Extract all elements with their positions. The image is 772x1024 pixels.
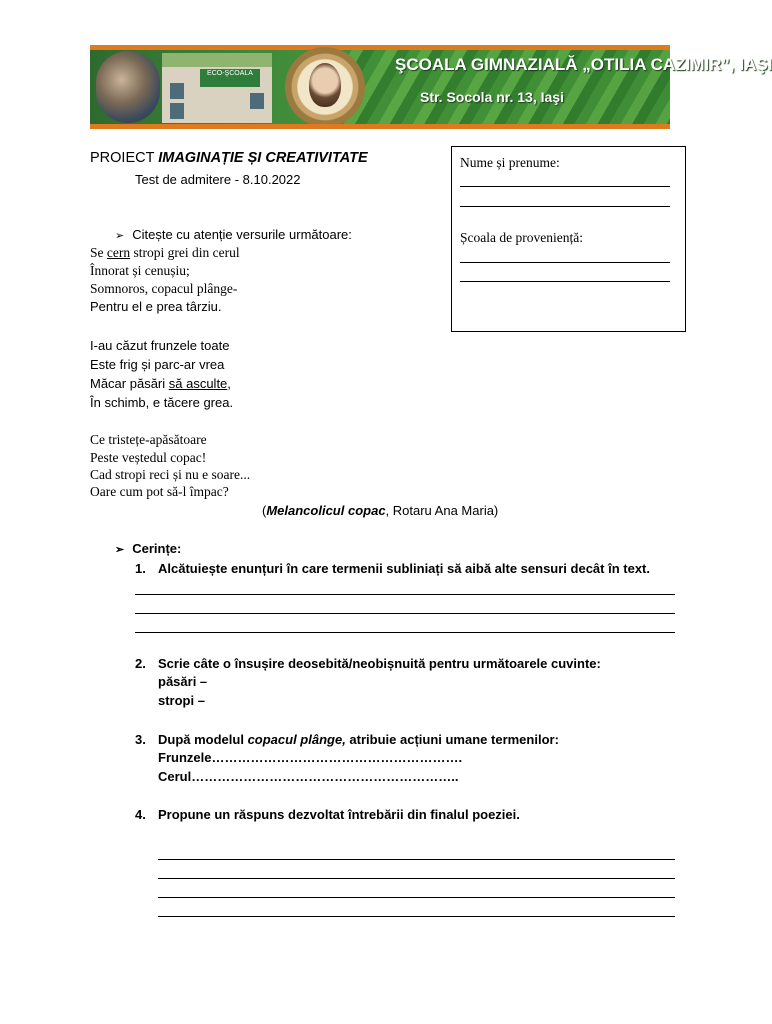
test-date: Test de admitere - 8.10.2022 bbox=[135, 172, 301, 187]
question-3-number: 3. bbox=[135, 732, 146, 747]
intro-text: Citește cu atenție versurile următoare: bbox=[132, 227, 352, 242]
eco-school-sign: ECO-ŞCOALA bbox=[200, 69, 260, 87]
question-3-item-cerul: Cerul…………………………………………………….. bbox=[158, 769, 459, 784]
school-line-2[interactable] bbox=[460, 281, 670, 282]
answer-line-q1-2[interactable] bbox=[135, 613, 675, 614]
school-banner bbox=[90, 45, 772, 129]
name-line-2[interactable] bbox=[460, 206, 670, 207]
poem-line: Pentru el e prea târziu. bbox=[90, 299, 222, 314]
poem-line: Peste veștedul copac! bbox=[90, 450, 207, 465]
answer-line-q4-3[interactable] bbox=[158, 897, 675, 898]
intro-instruction bbox=[115, 227, 352, 244]
answer-line-q4-1[interactable] bbox=[158, 859, 675, 860]
name-line-1[interactable] bbox=[460, 186, 670, 187]
school-medallion-logo bbox=[285, 47, 365, 127]
question-2-number: 2. bbox=[135, 656, 146, 671]
requirements-heading: ➢ Cerințe: bbox=[115, 541, 182, 556]
answer-line-q4-2[interactable] bbox=[158, 878, 675, 879]
question-2-item-pasari: păsări – bbox=[158, 674, 208, 689]
poem-line: Somnoros, copacul plânge- bbox=[90, 281, 238, 296]
school-origin-label: Școala de proveniență: bbox=[460, 230, 583, 245]
question-2-item-stropi: stropi – bbox=[158, 693, 205, 708]
underlined-term-sa-asculte: să asculte bbox=[168, 376, 228, 391]
poem-title: Melancolicul copac bbox=[266, 503, 386, 518]
project-prefix: PROIECT bbox=[90, 150, 159, 166]
question-3-item-frunzele: Frunzele…………………………………………………. bbox=[158, 750, 463, 765]
project-title: IMAGINAȚIE ȘI CREATIVITATE bbox=[158, 150, 368, 166]
question-4-text: Propune un răspuns dezvoltat întrebării din finalul poeziei. bbox=[158, 807, 520, 822]
poem-line: Înnorat și cenușiu; bbox=[90, 263, 190, 278]
banner-bottom-stripe bbox=[90, 124, 670, 129]
poem-line: Ce tristețe-apăsătoare bbox=[90, 432, 207, 447]
arrow-bullet-icon: ➢ bbox=[115, 544, 125, 556]
question-4-number: 4. bbox=[135, 807, 146, 822]
school-line-1[interactable] bbox=[460, 262, 670, 263]
underlined-term-cern: cern bbox=[106, 245, 131, 260]
school-name: ŞCOALA GIMNAZIALĂ „OTILIA CAZIMIR”, IAŞI bbox=[395, 55, 772, 74]
school-address: Str. Socola nr. 13, Iaşi bbox=[420, 89, 564, 105]
project-heading bbox=[90, 150, 368, 166]
question-1-number: 1. bbox=[135, 561, 146, 576]
poem-line: Se cern stropi grei din cerul bbox=[90, 245, 240, 260]
portrait-icon bbox=[309, 63, 341, 107]
answer-line-q1-3[interactable] bbox=[135, 632, 675, 633]
student-info-box bbox=[451, 146, 686, 332]
poem-line: Oare cum pot să-l împac? bbox=[90, 484, 229, 499]
poem-line: I-au căzut frunzele toate bbox=[90, 338, 230, 353]
answer-line-q1-1[interactable] bbox=[135, 594, 675, 595]
poem-line: Măcar păsări să asculte, bbox=[90, 376, 231, 391]
question-3-text: După modelul copacul plânge, atribuie acțiuni umane termenilor: bbox=[158, 732, 559, 747]
students-photo bbox=[96, 51, 160, 123]
question-1-text: Alcătuiește enunțuri în care termenii subliniați să aibă alte sensuri decât în text. bbox=[158, 561, 650, 576]
answer-line-q4-4[interactable] bbox=[158, 916, 675, 917]
model-phrase: copacul plânge, bbox=[247, 732, 346, 747]
poem-line: Cad stropi reci și nu e soare... bbox=[90, 467, 251, 482]
arrow-bullet-icon: ➢ bbox=[115, 230, 125, 242]
name-label: Nume și prenume: bbox=[460, 155, 560, 170]
poem-line: În schimb, e tăcere grea. bbox=[90, 395, 234, 410]
poem-line: Este frig și parc-ar vrea bbox=[90, 357, 225, 372]
question-2-text: Scrie câte o însușire deosebită/neobișnuită pentru următoarele cuvinte: bbox=[158, 656, 601, 671]
poem-attribution: (Melancolicul copac, Rotaru Ana Maria) bbox=[262, 503, 499, 518]
school-building-photo bbox=[162, 53, 272, 123]
